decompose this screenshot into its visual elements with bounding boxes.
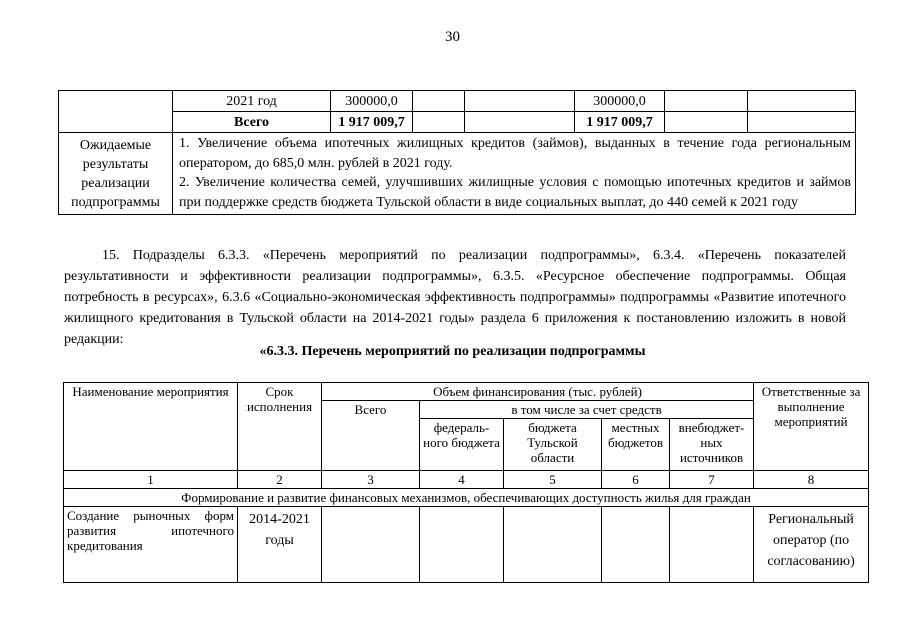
- empty-cell: [748, 112, 856, 133]
- header-row: [64, 383, 869, 401]
- empty-cell: [322, 507, 420, 583]
- subprogram-summary-table: [58, 90, 856, 215]
- header-responsible: Ответственные за выполнение мероприятий: [754, 383, 869, 471]
- col-number: 7: [670, 471, 754, 489]
- total-cell: 1 917 009,7: [331, 112, 413, 133]
- section-heading: «6.3.3. Перечень мероприятий по реализации подпрограммы: [259, 344, 646, 359]
- page-number: 30: [445, 29, 460, 45]
- section-title: Формирование и развитие финансовых механизмов, обеспечивающих доступность жилья для граждан: [64, 489, 869, 507]
- empty-cell: [670, 507, 754, 583]
- table-row: [59, 91, 856, 112]
- value-cell: 300000,0: [575, 91, 665, 112]
- table-row: [64, 507, 869, 583]
- header-regional: бюджета Тульской области: [504, 419, 602, 471]
- empty-cell: [602, 507, 670, 583]
- empty-cell: [665, 112, 748, 133]
- empty-cell: [59, 91, 173, 133]
- header-including: в том числе за счет средств: [420, 401, 754, 419]
- total-cell: 300000,0: [331, 91, 413, 112]
- col-number: 2: [238, 471, 322, 489]
- expected-results-label: Ожидаемые результаты реализации подпрограммы: [59, 133, 173, 215]
- empty-cell: [465, 112, 575, 133]
- header-term: Срок исполнения: [238, 383, 322, 471]
- activity-term: 2014-2021 годы: [238, 507, 322, 583]
- activity-responsible: Региональный оператор (по согласованию): [754, 507, 869, 583]
- section-row: [64, 489, 869, 507]
- col-number: 1: [64, 471, 238, 489]
- col-number: 4: [420, 471, 504, 489]
- activities-table: [63, 382, 869, 583]
- col-number: 8: [754, 471, 869, 489]
- table-row: [59, 133, 856, 215]
- table-row: [59, 112, 856, 133]
- empty-cell: [504, 507, 602, 583]
- header-extra: внебюджет- ных источников: [670, 419, 754, 471]
- year-cell: 2021 год: [173, 91, 331, 112]
- empty-cell: [413, 91, 465, 112]
- column-number-row: [64, 471, 869, 489]
- expected-results-text: [173, 133, 856, 215]
- col-number: 6: [602, 471, 670, 489]
- empty-cell: [665, 91, 748, 112]
- header-federal: федераль- ного бюджета: [420, 419, 504, 471]
- empty-cell: [420, 507, 504, 583]
- empty-cell: [748, 91, 856, 112]
- total-label-cell: Всего: [173, 112, 331, 133]
- empty-cell: [465, 91, 575, 112]
- header-total: Всего: [322, 401, 420, 471]
- header-volume: Объем финансирования (тыс. рублей): [322, 383, 754, 401]
- result-item: 2. Увеличение количества семей, улучшивших жилищные условия с помощью ипотечных кредитов и займов при поддержке средств бюджета Тульской области в виде социальных выплат, до 440 семей к 2021 году: [179, 175, 851, 210]
- empty-cell: [413, 112, 465, 133]
- result-item: 1. Увеличение объема ипотечных жилищных кредитов (займов), выданных в течение года региональным оператором, до 685,0 млн. рублей в 2021 году.: [179, 136, 851, 171]
- header-name: Наименование мероприятия: [64, 383, 238, 471]
- header-local: местных бюджетов: [602, 419, 670, 471]
- col-number: 5: [504, 471, 602, 489]
- col-number: 3: [322, 471, 420, 489]
- value-cell: 1 917 009,7: [575, 112, 665, 133]
- activity-name: Создание рыночных форм развития ипотечного кредитования: [64, 507, 238, 583]
- body-paragraph: 15. Подразделы 6.3.3. «Перечень мероприятий по реализации подпрограммы», 6.3.4. «Перечень показателей результативности и эффективности реализации подпрограммы», 6.3.5. «Ресурсное обеспечение подпрограммы. Общая потребность в ресурсах», 6.3.6 «Социально-экономическая эффективность подпрограммы» подпрограммы «Развитие ипотечного жилищного кредитования в Тульской области на 2014-2021 годы» раздела 6 приложения к постановлению изложить в новой редакции:: [64, 248, 846, 347]
